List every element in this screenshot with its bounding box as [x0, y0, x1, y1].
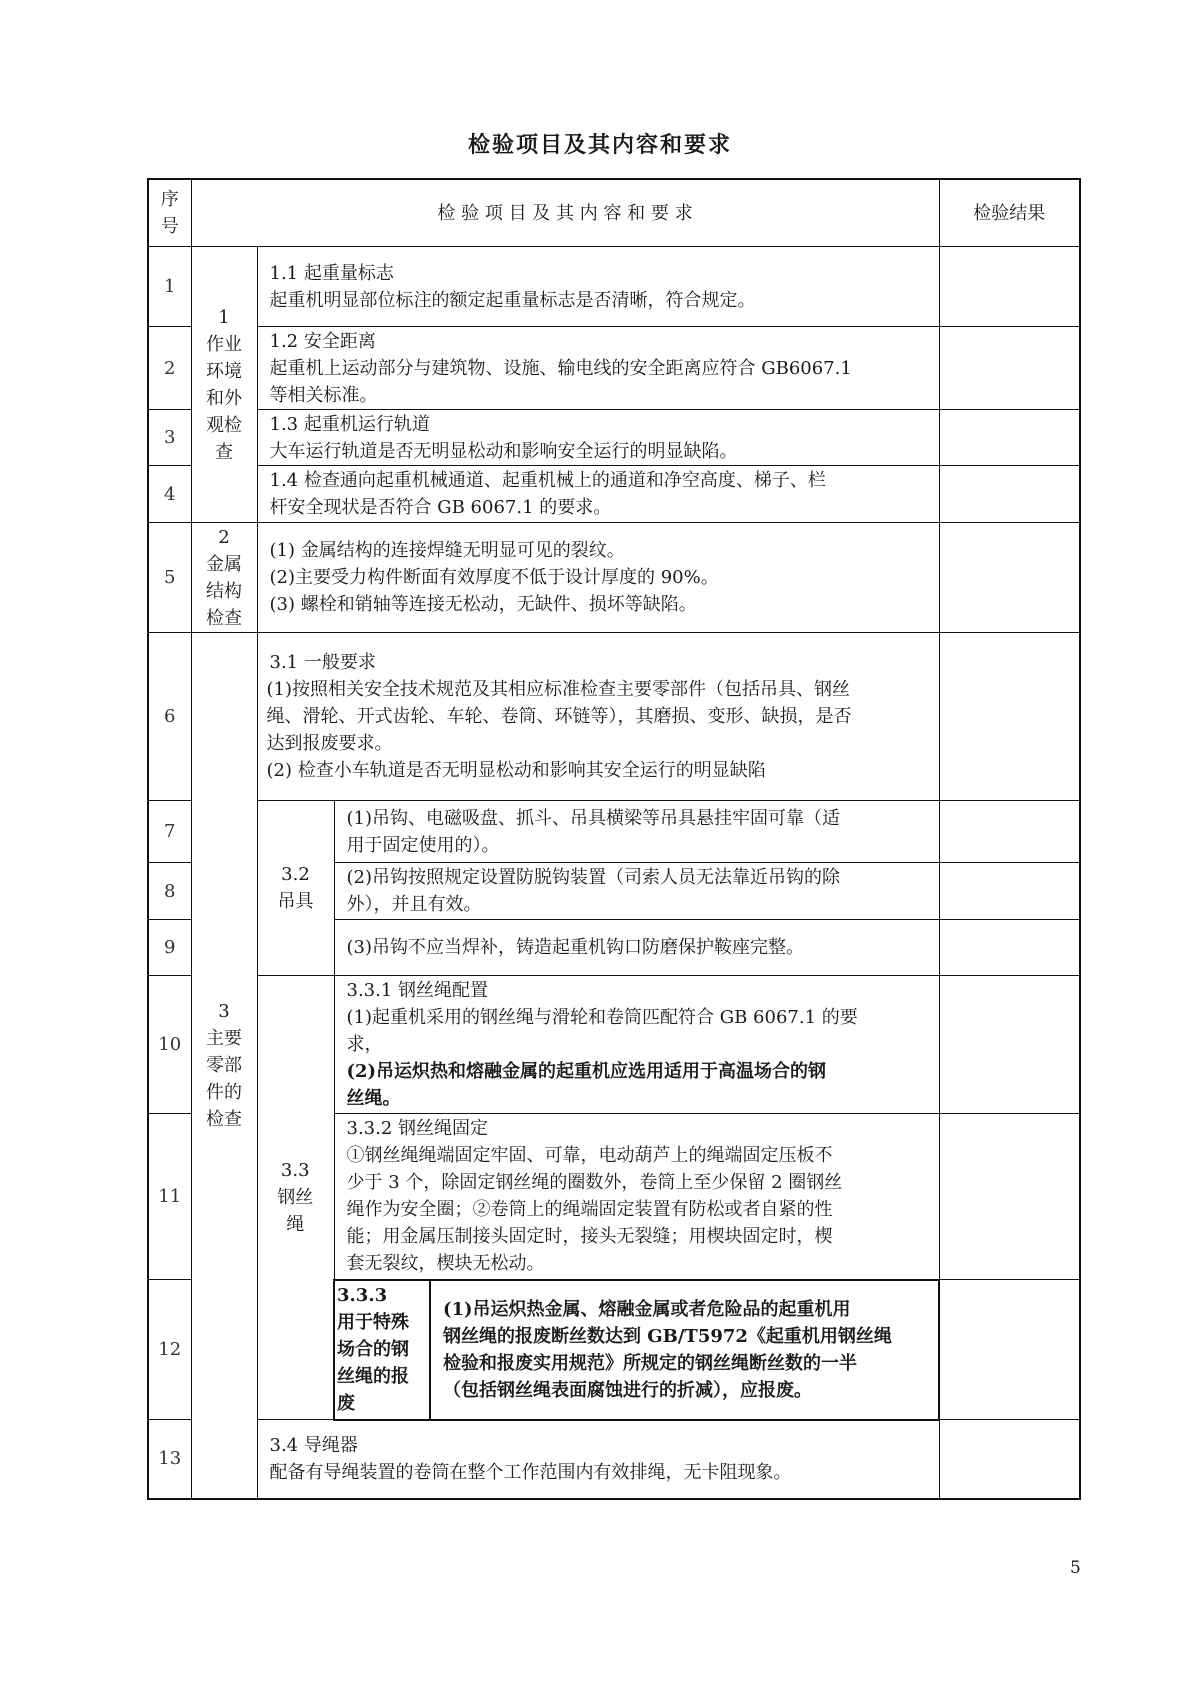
- result-cell[interactable]: [939, 801, 1080, 863]
- table-row: [148, 327, 1080, 410]
- table-row: [148, 523, 1080, 633]
- header-seq: 序 号: [148, 179, 191, 247]
- result-cell[interactable]: [939, 1420, 1080, 1499]
- table-row: [148, 801, 1080, 863]
- result-cell[interactable]: [939, 247, 1080, 327]
- table-row: [148, 466, 1080, 523]
- row-number: 13: [148, 1420, 191, 1499]
- result-cell[interactable]: [939, 976, 1080, 1114]
- header-items: 检 验 项 目 及 其 内 容 和 要 求: [191, 179, 939, 247]
- header-result: 检验结果: [939, 179, 1080, 247]
- row-number: 4: [148, 466, 191, 523]
- item-content: 1.1 起重量标志 起重机明显部位标注的额定起重量标志是否清晰，符合规定。: [257, 247, 939, 327]
- item-content: 1.2 安全距离 起重机上运动部分与建筑物、设施、输电线的安全距离应符合 GB6067.1 等相关标准。: [257, 327, 939, 410]
- row-number: 9: [148, 920, 191, 976]
- table-row: [148, 633, 1080, 801]
- item-content: (2)吊钩按照规定设置防脱钩装置（司索人员无法靠近吊钩的除 外），并且有效。: [334, 863, 939, 920]
- table-row: [148, 410, 1080, 466]
- table-row: [148, 1420, 1080, 1499]
- row-number: 12: [148, 1280, 191, 1420]
- row-number: 7: [148, 801, 191, 863]
- item-content: 1.4 检查通向起重机械通道、起重机械上的通道和净空高度、梯子、栏 杆安全现状是否符合 GB 6067.1 的要求。: [257, 466, 939, 523]
- result-cell[interactable]: [939, 633, 1080, 801]
- result-cell[interactable]: [939, 1280, 1080, 1420]
- item-content: (3)吊钩不应当焊补，铸造起重机钩口防磨保护鞍座完整。: [334, 920, 939, 976]
- row-number: 6: [148, 633, 191, 801]
- item-content: (1) 金属结构的连接焊缝无明显可见的裂纹。 (2)主要受力构件断面有效厚度不低于设计厚度的 90%。 (3) 螺栓和销轴等连接无松动，无缺件、损坏等缺陷。: [257, 523, 939, 633]
- result-cell[interactable]: [939, 523, 1080, 633]
- row-number: 2: [148, 327, 191, 410]
- group-environment: 1 作业 环境 和外 观检 查: [191, 247, 257, 523]
- row-number: 3: [148, 410, 191, 466]
- item-content: (1)吊运炽热金属、熔融金属或者危险品的起重机用 钢丝绳的报废断丝数达到 GB/T5972《起重机用钢丝绳 检验和报废实用规范》所规定的钢丝绳断丝数的一半 （包括钢丝绳表面腐蚀进行的折减），应报废。: [430, 1280, 939, 1420]
- inspection-table: [147, 178, 1081, 1500]
- item-content: (1)吊钩、电磁吸盘、抓斗、吊具横梁等吊具悬挂牢固可靠（适 用于固定使用的）。: [334, 801, 939, 863]
- result-cell[interactable]: [939, 466, 1080, 523]
- result-cell[interactable]: [939, 327, 1080, 410]
- row-number: 11: [148, 1114, 191, 1280]
- page-title: 检验项目及其内容和要求: [467, 132, 732, 158]
- item-content: 3.4 导绳器 配备有导绳装置的卷筒在整个工作范围内有效排绳，无卡阻现象。: [257, 1420, 939, 1499]
- item-content: 1.3 起重机运行轨道 大车运行轨道是否无明显松动和影响安全运行的明显缺陷。: [257, 410, 939, 466]
- row-number: 5: [148, 523, 191, 633]
- row-number: 1: [148, 247, 191, 327]
- page-number: 5: [1070, 1558, 1081, 1578]
- table-row: [148, 976, 1080, 1114]
- result-cell[interactable]: [939, 410, 1080, 466]
- table-row: [148, 247, 1080, 327]
- result-cell[interactable]: [939, 863, 1080, 920]
- row-number: 10: [148, 976, 191, 1114]
- result-cell[interactable]: [939, 1114, 1080, 1280]
- table-header-row: [148, 179, 1080, 247]
- row-number: 8: [148, 863, 191, 920]
- group-metal-structure: 2 金属 结构 检查: [191, 523, 257, 633]
- item-content: 3.3.2 钢丝绳固定 ①钢丝绳绳端固定牢固、可靠，电动葫芦上的绳端固定压板不 少于 3 个，除固定钢丝绳的圈数外，卷筒上至少保留 2 圈钢丝 绳作为安全圈；②卷筒上的绳端固定装置有防松或者自紧的性 能；用金属压制接头固定时，接头无裂缝；用楔块固定时，楔 套无裂纹，楔块无松动。: [334, 1114, 939, 1280]
- result-cell[interactable]: [939, 920, 1080, 976]
- section-hooks: 3.2 吊具: [257, 801, 334, 976]
- subsection-special-rope: 3.3.3 用于特殊 场合的钢 丝绳的报 废: [334, 1280, 430, 1420]
- item-content: 3.3.1 钢丝绳配置 (1)起重机采用的钢丝绳与滑轮和卷筒匹配符合 GB 6067.1 的要 求， (2)吊运炽热和熔融金属的起重机应选用适用于高温场合的钢 丝绳。: [334, 976, 939, 1114]
- group-main-parts: 3 主要 零部 件的 检查: [191, 633, 257, 1499]
- item-content: 3.1 一般要求 (1)按照相关安全技术规范及其相应标准检查主要零部件（包括吊具、钢丝 绳、滑轮、开式齿轮、车轮、卷筒、环链等），其磨损、变形、缺损，是否 达到报废要求。 (2) 检查小车轨道是否无明显松动和影响其安全运行的明显缺陷: [257, 633, 939, 801]
- section-wire-rope: 3.3 钢丝 绳: [257, 976, 334, 1420]
